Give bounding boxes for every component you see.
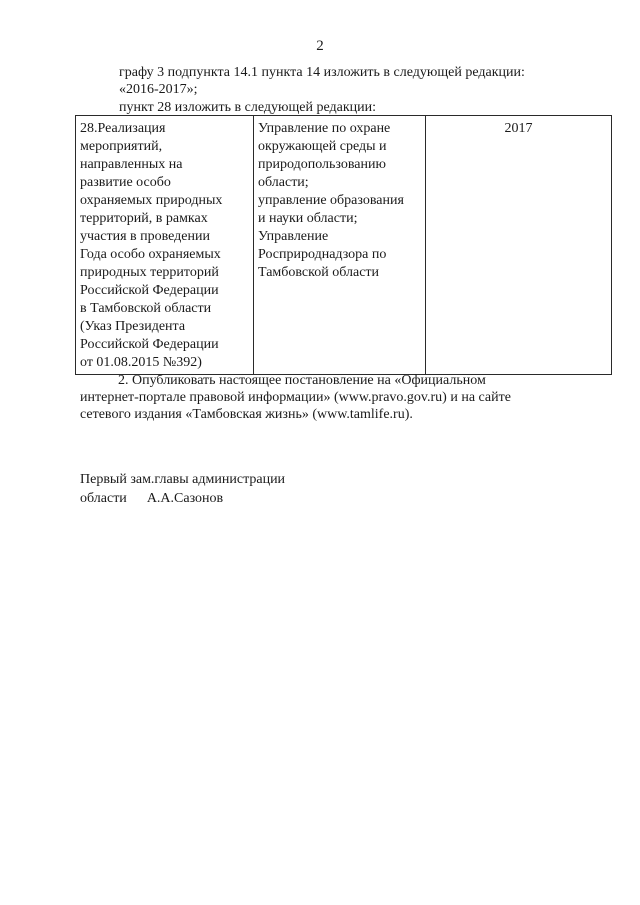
- table-cell-activity: [76, 116, 254, 375]
- cell-line: Российской Федерации: [80, 337, 219, 352]
- publication-line-2: интернет-портале правовой информации» (www.pravo.gov.ru) и на сайте: [80, 390, 511, 405]
- signature-region: области: [80, 491, 127, 506]
- cell-line: Управление: [258, 229, 329, 244]
- cell-line: управление образования: [258, 193, 404, 208]
- cell-line: Года особо охраняемых: [80, 247, 221, 262]
- cell-line: 28.Реализация: [80, 121, 166, 136]
- publication-line-3: сетевого издания «Тамбовская жизнь» (www.tamlife.ru).: [80, 407, 413, 422]
- cell-line: направленных на: [80, 157, 183, 172]
- signature-name: А.А.Сазонов: [146, 491, 224, 506]
- table-row: [76, 116, 612, 375]
- publication-paragraph: [80, 372, 614, 423]
- cell-line: мероприятий,: [80, 139, 163, 154]
- intro-line-1: графу 3 подпункта 14.1 пункта 14 изложить в следующей редакции:: [119, 65, 525, 80]
- publication-line-1: 2. Опубликовать настоящее постановление на «Официальном: [118, 373, 486, 388]
- cell-line: области;: [258, 175, 309, 190]
- cell-line: и науки области;: [258, 211, 358, 226]
- cell-line: Росприроднадзора по: [258, 247, 387, 262]
- cell-line: Тамбовской области: [258, 265, 380, 280]
- cell-line: территорий, в рамках: [80, 211, 208, 226]
- page-number: 2: [316, 38, 324, 54]
- cell-line: от 01.08.2015 №392): [80, 355, 202, 370]
- cell-line: Управление по охране: [258, 121, 391, 136]
- cell-line: охраняемых природных: [80, 193, 223, 208]
- cell-line: окружающей среды и: [258, 139, 387, 154]
- cell-line: природопользованию: [258, 157, 386, 172]
- cell-line: (Указ Президента: [80, 319, 186, 334]
- table-cell-term: 2017: [426, 116, 612, 375]
- signature-title: Первый зам.главы администрации: [80, 472, 286, 487]
- cell-line: развитие особо: [80, 175, 171, 190]
- amendment-table: [75, 115, 612, 375]
- intro-line-3: пункт 28 изложить в следующей редакции:: [119, 100, 376, 115]
- table-cell-responsible: [254, 116, 426, 375]
- cell-line: участия в проведении: [80, 229, 210, 244]
- signature-block: [80, 490, 223, 507]
- cell-line: в Тамбовской области: [80, 301, 212, 316]
- cell-line: Российской Федерации: [80, 283, 219, 298]
- intro-line-2: «2016-2017»;: [119, 82, 198, 97]
- cell-line: природных территорий: [80, 265, 219, 280]
